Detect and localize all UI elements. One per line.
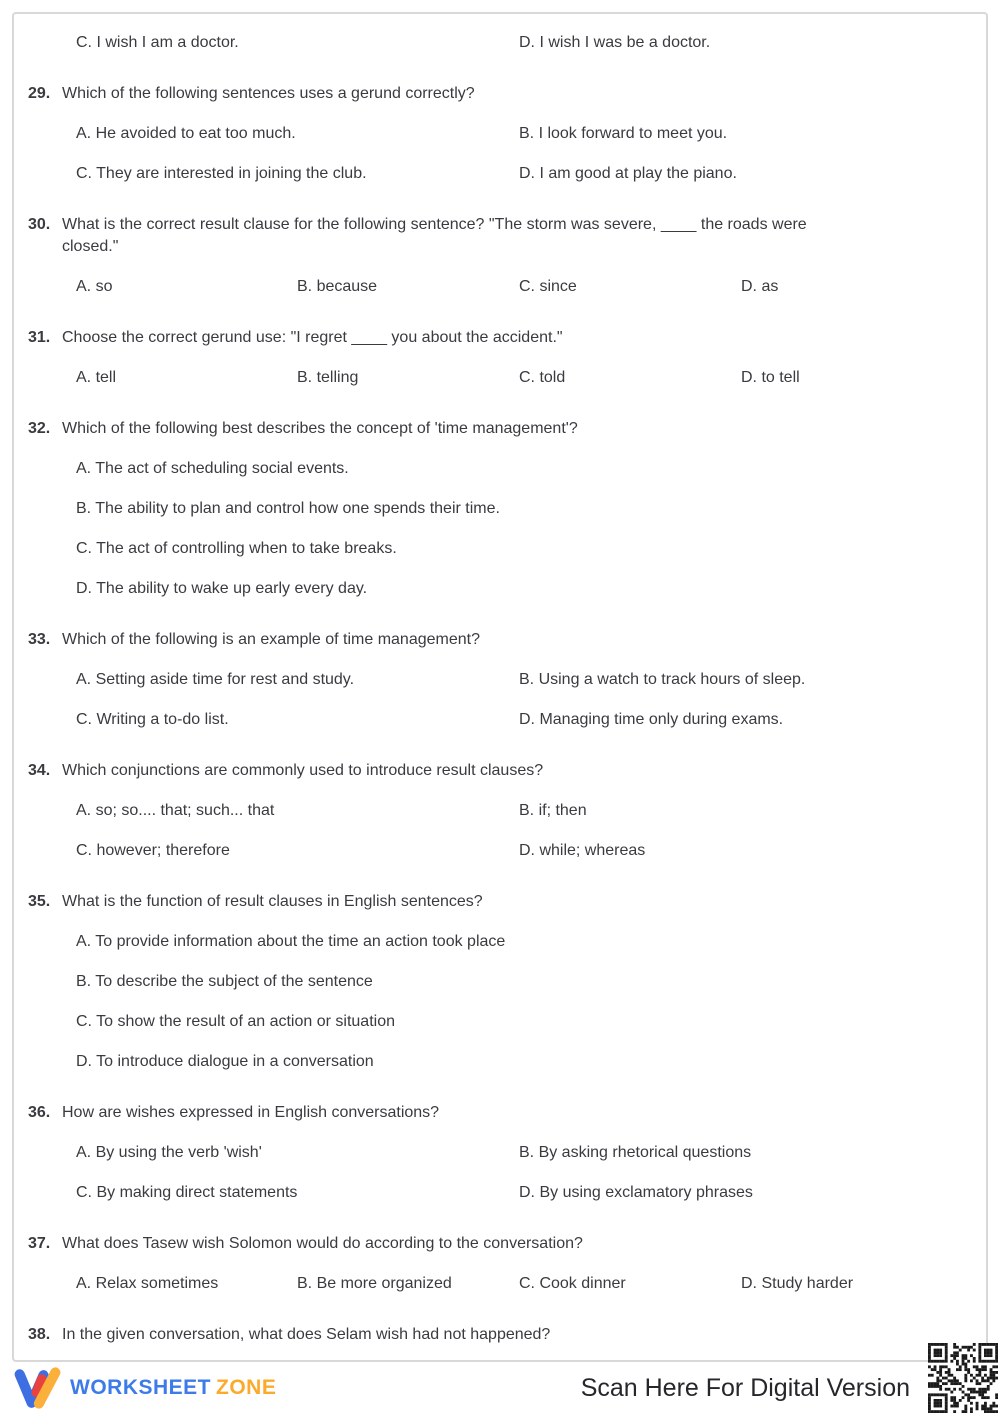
scan-here-text: Scan Here For Digital Version [580,1373,910,1402]
question-number: 33. [28,631,51,648]
w-logo-icon [14,1366,62,1410]
option-item: D. The ability to wake up early every day. [76,580,368,597]
question-item [28,418,950,600]
question-text: What does Tasew wish Solomon would do according to the conversation? [62,1235,583,1252]
option-item: B. telling [297,369,359,386]
question-text: Which of the following sentences uses a gerund correctly? [62,85,475,102]
option-item: B. I look forward to meet you. [519,125,728,142]
question-number: 35. [28,893,51,910]
question-number: 36. [28,1104,51,1121]
question-item [28,1102,950,1204]
question-number: 32. [28,420,51,437]
option-item: B. The ability to plan and control how one spends their time. [76,500,500,517]
option-item: B. Using a watch to track hours of sleep. [519,671,806,688]
option-item: C. Writing a to-do list. [76,711,229,728]
brand-word-worksheet: WORKSHEET [70,1376,211,1399]
footer [14,1362,998,1414]
question-text: Which of the following is an example of time management? [62,631,480,648]
option-item: C. I wish I am a doctor. [76,34,239,51]
worksheetzone-logo [14,1366,276,1410]
option-item: A. so [76,278,113,295]
question-item [28,760,950,862]
option-item: D. To introduce dialogue in a conversation [76,1053,374,1070]
question-item [28,327,950,389]
worksheet-panel [12,12,988,1362]
question-text: How are wishes expressed in English conversations? [62,1104,440,1121]
option-item: C. however; therefore [76,842,230,859]
question-text: Which of the following best describes the concept of 'time management'? [62,420,578,437]
option-item: B. if; then [519,802,587,819]
qr-code-icon [928,1343,998,1413]
option-item: A. Relax sometimes [76,1275,219,1292]
option-item: A. so; so.... that; such... that [76,802,275,819]
option-item: A. To provide information about the time an action took place [76,933,506,950]
option-item: B. By asking rhetorical questions [519,1144,752,1161]
option-item: D. Managing time only during exams. [519,711,784,728]
question-item [28,629,950,731]
option-item: D. Study harder [741,1275,854,1292]
question-item [28,891,950,1073]
question-text: Choose the correct gerund use: "I regret ____ you about the accident." [62,329,563,346]
option-item: C. told [519,369,566,386]
question-text: What is the correct result clause for the following sentence? "The storm was severe, ____ the roads were closed." [62,216,807,255]
option-item: C. By making direct statements [76,1184,298,1201]
option-item: A. The act of scheduling social events. [76,460,349,477]
option-item: C. Cook dinner [519,1275,626,1292]
option-item: A. tell [76,369,117,386]
question-number: 29. [28,85,51,102]
option-item: C. The act of controlling when to take breaks. [76,540,397,557]
option-item: C. since [519,278,577,295]
option-item: D. I wish I was be a doctor. [519,34,711,51]
option-item: D. while; whereas [519,842,646,859]
option-item: D. I am good at play the piano. [519,165,737,182]
question-number: 38. [28,1326,51,1343]
question-number: 30. [28,216,51,233]
option-item: B. Be more organized [297,1275,452,1292]
brand-text [70,1376,276,1400]
option-item: D. as [741,278,779,295]
question-item [28,1324,950,1346]
option-item: D. By using exclamatory phrases [519,1184,753,1201]
brand-word-zone: ZONE [216,1376,277,1399]
option-item: C. To show the result of an action or situation [76,1013,395,1030]
question-text: What is the function of result clauses in English sentences? [62,893,483,910]
question-item [28,1233,950,1295]
option-item: A. He avoided to eat too much. [76,125,296,142]
question-text: Which conjunctions are commonly used to introduce result clauses? [62,762,544,779]
option-item: A. By using the verb 'wish' [76,1144,262,1161]
question-item [28,83,950,185]
carryover-options [28,32,950,54]
option-item: B. To describe the subject of the sentence [76,973,373,990]
option-item: A. Setting aside time for rest and study. [76,671,355,688]
question-number: 31. [28,329,51,346]
question-text: In the given conversation, what does Selam wish had not happened? [62,1326,551,1343]
question-item [28,214,950,298]
option-item: B. because [297,278,378,295]
option-item: C. They are interested in joining the club. [76,165,367,182]
option-item: D. to tell [741,369,800,386]
question-number: 37. [28,1235,51,1252]
question-number: 34. [28,762,51,779]
